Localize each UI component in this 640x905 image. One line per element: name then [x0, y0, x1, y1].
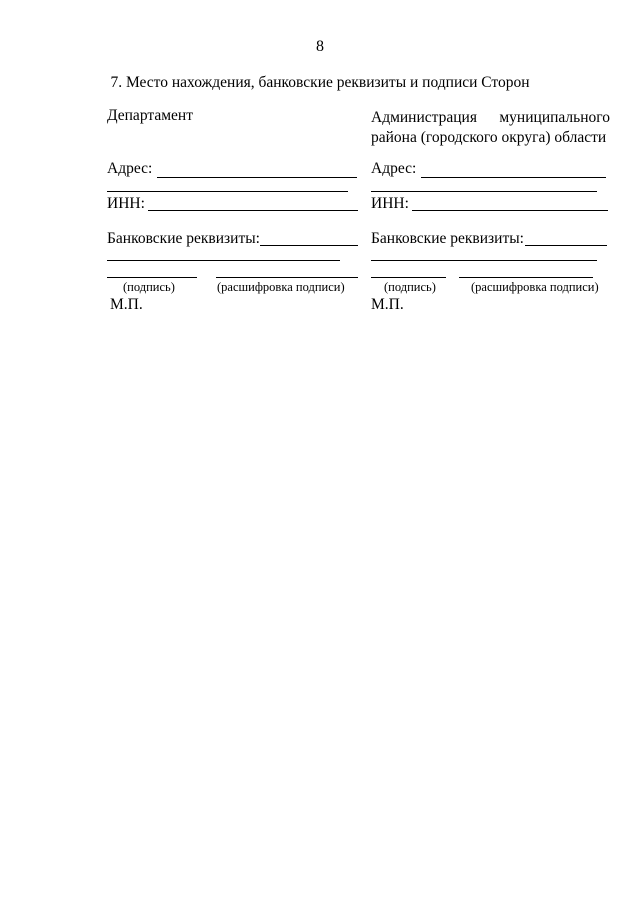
left-inn-label: ИНН: [107, 195, 145, 212]
left-signature-caption: (подпись) [123, 280, 175, 294]
right-bank-line-2 [371, 260, 597, 261]
left-inn-line [148, 210, 358, 211]
left-address-line-2 [107, 191, 348, 192]
right-decode-line [459, 277, 593, 278]
right-signature-line [371, 277, 446, 278]
left-party-name: Департамент [107, 107, 193, 124]
right-bank-line [525, 245, 607, 246]
left-bank-line [260, 245, 358, 246]
left-bank-line-2 [107, 260, 340, 261]
left-address-line [157, 177, 357, 178]
right-party-name-line2: района (городского округа) области [371, 129, 607, 146]
right-address-line-2 [371, 191, 597, 192]
right-party-name [371, 108, 610, 148]
section-heading: 7. Место нахождения, банковские реквизиты и подписи Сторон [110, 74, 530, 91]
right-party-name-word1: Администрация [371, 109, 477, 126]
left-stamp: М.П. [110, 296, 143, 313]
left-address-label: Адрес: [107, 160, 153, 177]
right-party-name-word2: муниципального [499, 109, 610, 126]
right-stamp: М.П. [371, 296, 404, 313]
right-signature-caption: (подпись) [384, 280, 436, 294]
right-inn-line [412, 210, 608, 211]
right-inn-label: ИНН: [371, 195, 409, 212]
right-address-label: Адрес: [371, 160, 417, 177]
right-decode-caption: (расшифровка подписи) [471, 280, 599, 294]
right-bank-label: Банковские реквизиты: [371, 230, 524, 247]
left-bank-label: Банковские реквизиты: [107, 230, 260, 247]
left-decode-line [216, 277, 358, 278]
page-number: 8 [316, 38, 324, 55]
left-decode-caption: (расшифровка подписи) [217, 280, 345, 294]
left-signature-line [107, 277, 197, 278]
right-address-line [421, 177, 606, 178]
